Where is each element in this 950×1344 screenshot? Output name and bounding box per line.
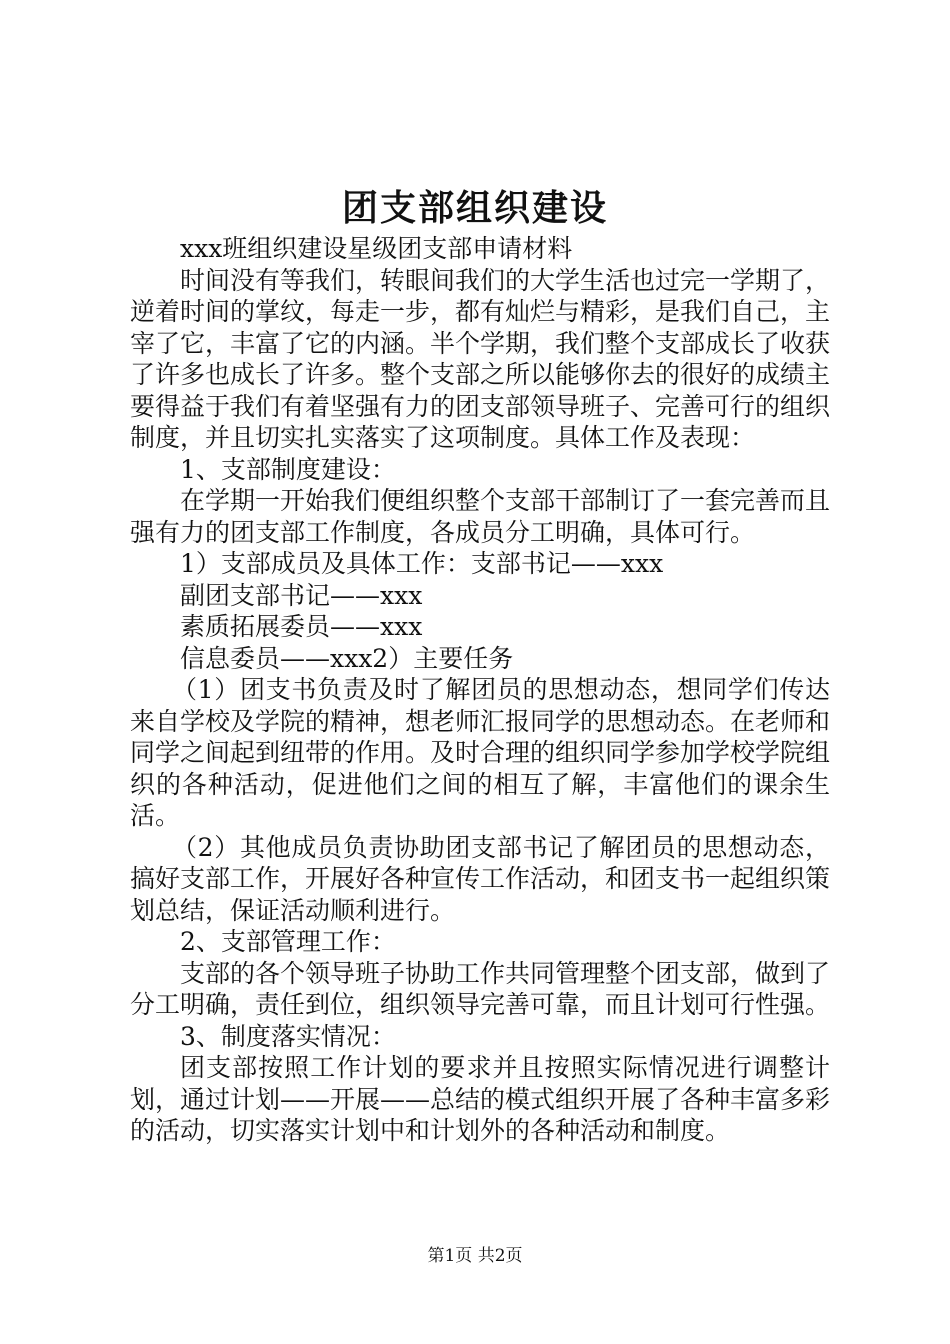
paragraph-subtitle: xxx班组织建设星级团支部申请材料 — [180, 234, 573, 263]
paragraph-intro: 时间没有等我们，转眼间我们的大学生活也过完一学期了，逆着时间的掌纹，每走一步，都有灿烂与精彩，是我们自己，主宰了它，丰富了它的内涵。半个学期，我们整个支部成长了收获了许多也成长了许多。整个支部之所以能够你去的很好的成绩主要得益于我们有着坚强有力的团支部领导班子、完善可行的组织制度，并且切实扎实落实了这项制度。具体工作及表现： — [130, 265, 831, 452]
member-line-quality: 素质拓展委员——xxx — [180, 612, 423, 641]
task-item-1: （1）团支书负责及时了解团员的思想动态，想同学们传达来自学校及学院的精神，想老师汇报同学的思想动态。在老师和同学之间起到纽带的作用。及时合理的组织同学参加学校学院组织的各种活动，促进他们之间的相互了解，丰富他们的课余生活。 — [130, 675, 831, 830]
document-title: 团支部组织建设 — [341, 187, 608, 229]
section-heading-implementation: 3、制度落实情况： — [180, 1021, 396, 1051]
section-heading-management: 2、支部管理工作： — [180, 927, 396, 956]
member-line-deputy: 副团支部书记——xxx — [180, 580, 423, 610]
task-item-2: （2）其他成员负责协助团支部书记了解团员的思想动态，搞好支部工作，开展好各种宣传工作活动，和团支书一起组织策划总结，保证活动顺利进行。 — [130, 832, 831, 925]
paragraph-management: 支部的各个领导班子协助工作共同管理整个团支部，做到了分工明确，责任到位，组织领导完善可靠，而且计划可行性强。 — [130, 958, 831, 1019]
section-heading-system: 1、支部制度建设： — [180, 454, 396, 484]
member-line-info: 信息委员——xxx2）主要任务 — [180, 643, 514, 673]
document-body — [130, 233, 830, 1147]
paragraph-implementation: 团支部按照工作计划的要求并且按照实际情况进行调整计划，通过计划——开展——总结的模式组织开展了各种丰富多彩的活动，切实落实计划中和计划外的各种活动和制度。 — [130, 1053, 831, 1145]
paragraph-system: 在学期一开始我们便组织整个支部干部制订了一套完善而且强有力的团支部工作制度，各成员分工明确，具体可行。 — [130, 486, 831, 547]
page-footer: 第1页 共2页 — [427, 1246, 523, 1266]
member-line-secretary: 1）支部成员及具体工作：支部书记——xxx — [180, 549, 664, 578]
